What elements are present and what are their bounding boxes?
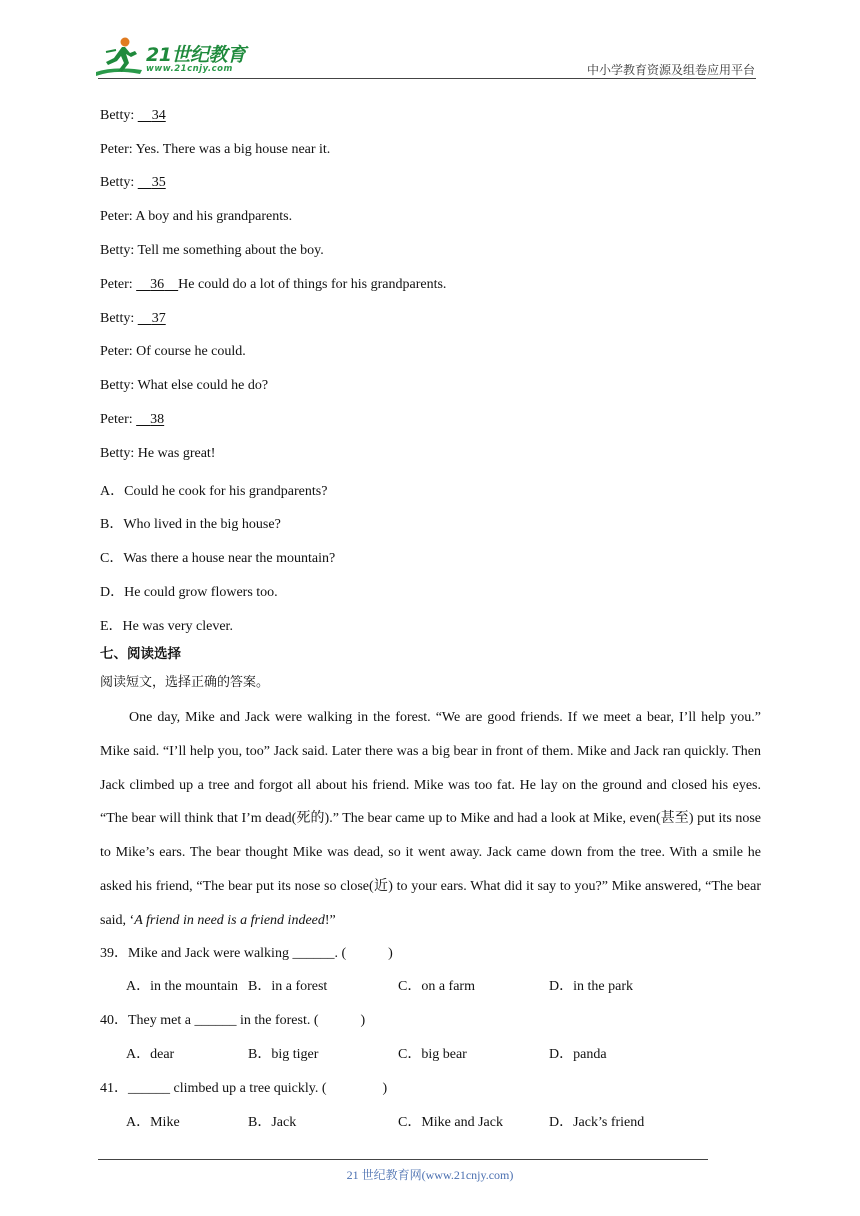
- question-option: B．Jack: [248, 1115, 297, 1130]
- header-divider: [98, 78, 756, 79]
- dialogue-line: Peter: A boy and his grandparents.: [100, 209, 293, 224]
- dialogue-line: Peter: 36 He could do a lot of things for his grandparents.: [100, 277, 447, 292]
- answer-blank: 38: [150, 412, 165, 427]
- question-option: A．Mike: [126, 1115, 180, 1130]
- answer-blank: 36: [150, 277, 165, 292]
- page-footer: 21 世纪教育网(www.21cnjy.com): [346, 1168, 514, 1182]
- header-platform-text: 中小学教育资源及组卷应用平台: [586, 63, 755, 77]
- dialogue-line: Betty: 37: [100, 311, 166, 326]
- question-option: B．big tiger: [248, 1047, 319, 1062]
- choice-option: E．He was very clever.: [100, 619, 233, 634]
- running-man-icon: [94, 36, 146, 78]
- dialogue-line: Peter: Of course he could.: [100, 344, 246, 359]
- dialogue-line: Betty: What else could he do?: [100, 378, 269, 393]
- logo-url: www.21cnjy.com: [146, 64, 233, 74]
- question-option: B．in a forest: [248, 979, 328, 994]
- passage-proverb: A friend in need is a friend indeed: [134, 912, 325, 928]
- question-option: A．in the mountain: [126, 979, 238, 994]
- section-title: 七、阅读选择: [100, 646, 181, 662]
- page-header: [0, 0, 860, 80]
- dialogue-line: Betty: 35: [100, 175, 166, 190]
- dialogue-line: Betty: 34: [100, 108, 166, 123]
- answer-blank: 37: [151, 311, 166, 326]
- question-option: C．on a farm: [398, 979, 475, 994]
- question-option: C．Mike and Jack: [398, 1115, 503, 1130]
- reading-passage: One day, Mike and Jack were walking in the forest. “We are good friends. If we meet a bear, I’ll help you.” Mike said. “I’ll help you, too” Jack said. Later there was a big bear in front of them. Mike and Jack ran quickly. Then Jack climbed up a tree and forgot all about his friend. Mike was too fat. He lay on the ground and closed his eyes. “The bear will think that I’m dead(死的).” The bear came up to Mike and had a look at Mike, even(甚至) put its nose to Mike’s ears. The bear thought Mike was dead, so it went away. Jack came down from the tree. With a smile he asked his friend, “The bear put its nose so close(近) to your ears. What did it say to you?” Mike answered, “The bear said, ‘A friend in need is a friend indeed!”: [100, 710, 761, 928]
- site-logo: [94, 36, 264, 80]
- logo-text: 21世纪教育: [146, 44, 246, 66]
- answer-blank: 35: [151, 175, 166, 190]
- question-option: D．panda: [549, 1047, 607, 1062]
- question-40: 40．They met a ______ in the forest. ( ): [100, 1013, 366, 1028]
- question-option: A．dear: [126, 1047, 175, 1062]
- dialogue-line: Betty: Tell me something about the boy.: [100, 243, 324, 258]
- choice-option: C．Was there a house near the mountain?: [100, 551, 336, 566]
- question-39: 39．Mike and Jack were walking ______. ( ): [100, 946, 393, 961]
- question-option: C．big bear: [398, 1047, 467, 1062]
- question-option: D．in the park: [549, 979, 633, 994]
- answer-blank: 34: [151, 108, 166, 123]
- dialogue-line: Peter: 38: [100, 412, 165, 427]
- dialogue-line: Peter: Yes. There was a big house near it.: [100, 142, 331, 157]
- choice-option: D．He could grow flowers too.: [100, 585, 278, 600]
- footer-divider: [98, 1159, 708, 1160]
- choice-option: B．Who lived in the big house?: [100, 517, 281, 532]
- dialogue-line: Betty: He was great!: [100, 446, 216, 461]
- section-instruction: 阅读短文，选择正确的答案。: [100, 675, 270, 690]
- choice-option: A．Could he cook for his grandparents?: [100, 484, 328, 499]
- question-41: 41．______ climbed up a tree quickly. ( ): [100, 1081, 388, 1096]
- question-option: D．Jack’s friend: [549, 1115, 645, 1130]
